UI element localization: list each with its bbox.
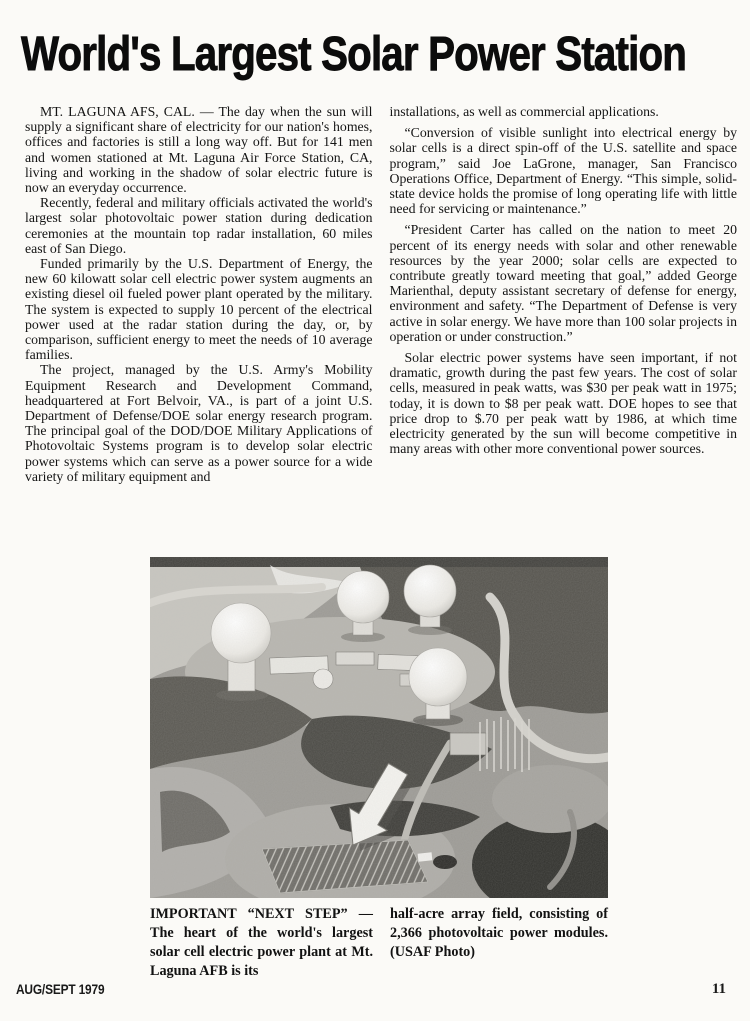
paragraph: Funded primarily by the U.S. Department of Energy, the new 60 kilowatt solar cell electric power system augments an existing diesel oil fueled power plant operated by the military. The system is expected to supply 10 percent of the electrical power used at the radar station during the day, or, by comparison, sufficient energy to meet the needs of 10 average families.: [25, 256, 373, 363]
paragraph: “President Carter has called on the nation to meet 20 percent of its energy needs with solar and other renewable resources by the year 2000; solar cells are expected to contribute greatly toward meeting that goal,” added George Marienthal, deputy assistant secretary of defense for energy, environment and safety. “The Department of Defense is very active in solar energy. We have more than 100 solar projects in operation or under construction.”: [389, 222, 737, 344]
paragraph: MT. LAGUNA AFS, CAL. — The day when the sun will supply a significant share of electricity for our nation's homes, offices and factories is still a long way off. But for 141 men and women stationed at Mt. Laguna Air Force Station, CA, living and working in the shadow of solar electric future is now an everyday occurrence.: [25, 104, 373, 196]
paragraph: Recently, federal and military officials activated the world's largest solar photovoltaic power station during dedication ceremonies at the mountain top radar installation, 60 miles east of San Diego.: [25, 195, 373, 256]
aerial-photo: [150, 557, 608, 898]
paragraph: installations, as well as commercial applications.: [389, 104, 659, 119]
article-body: [25, 104, 737, 484]
aerial-photo-illustration: [150, 557, 608, 898]
paragraph: The project, managed by the U.S. Army's Mobility Equipment Research and Development Command, headquartered at Fort Belvoir, VA., is part of a joint U.S. Department of Defense/DOE solar energy research program. The principal goal of the DOD/DOE Military Applications of Photovoltaic Systems program is to develop solar electric power systems which can serve as a power source for a wide variety of military equipment and: [25, 362, 373, 484]
footer-issue-date: AUG/SEPT 1979: [16, 981, 105, 997]
footer-page-number: 11: [711, 981, 726, 997]
paragraph: “Conversion of visible sunlight into electrical energy by solar cells is a direct spin-off of the U.S. satellite and space program,” said Joe LaGrone, manager, San Francisco Operations Office, Department of Energy. “This simple, solid-state device holds the promise of long operating life with little need for servicing or maintenance.”: [389, 125, 737, 217]
page-title: World's Largest Solar Power Station: [21, 28, 687, 81]
right-column: [390, 104, 738, 484]
photo-caption-left: IMPORTANT “NEXT STEP” — The heart of the world's largest solar cell electric power plant at Mt. Laguna AFB is its: [150, 906, 373, 979]
photo-caption-right: half-acre array field, consisting of 2,366 photovoltaic power modules. (USAF Photo): [390, 906, 608, 960]
left-column: [25, 104, 373, 484]
paragraph: Solar electric power systems have seen important, if not dramatic, growth during the past few years. The cost of solar cells, measured in peak watts, was $30 per peak watt in 1975; today, it is down to $8 per peak watt. DOE hopes to see that price drop to $.70 per peak watt by 1986, at which time electricity generated by the sun will become competitive in many areas with other more conventional power sources.: [389, 350, 737, 457]
